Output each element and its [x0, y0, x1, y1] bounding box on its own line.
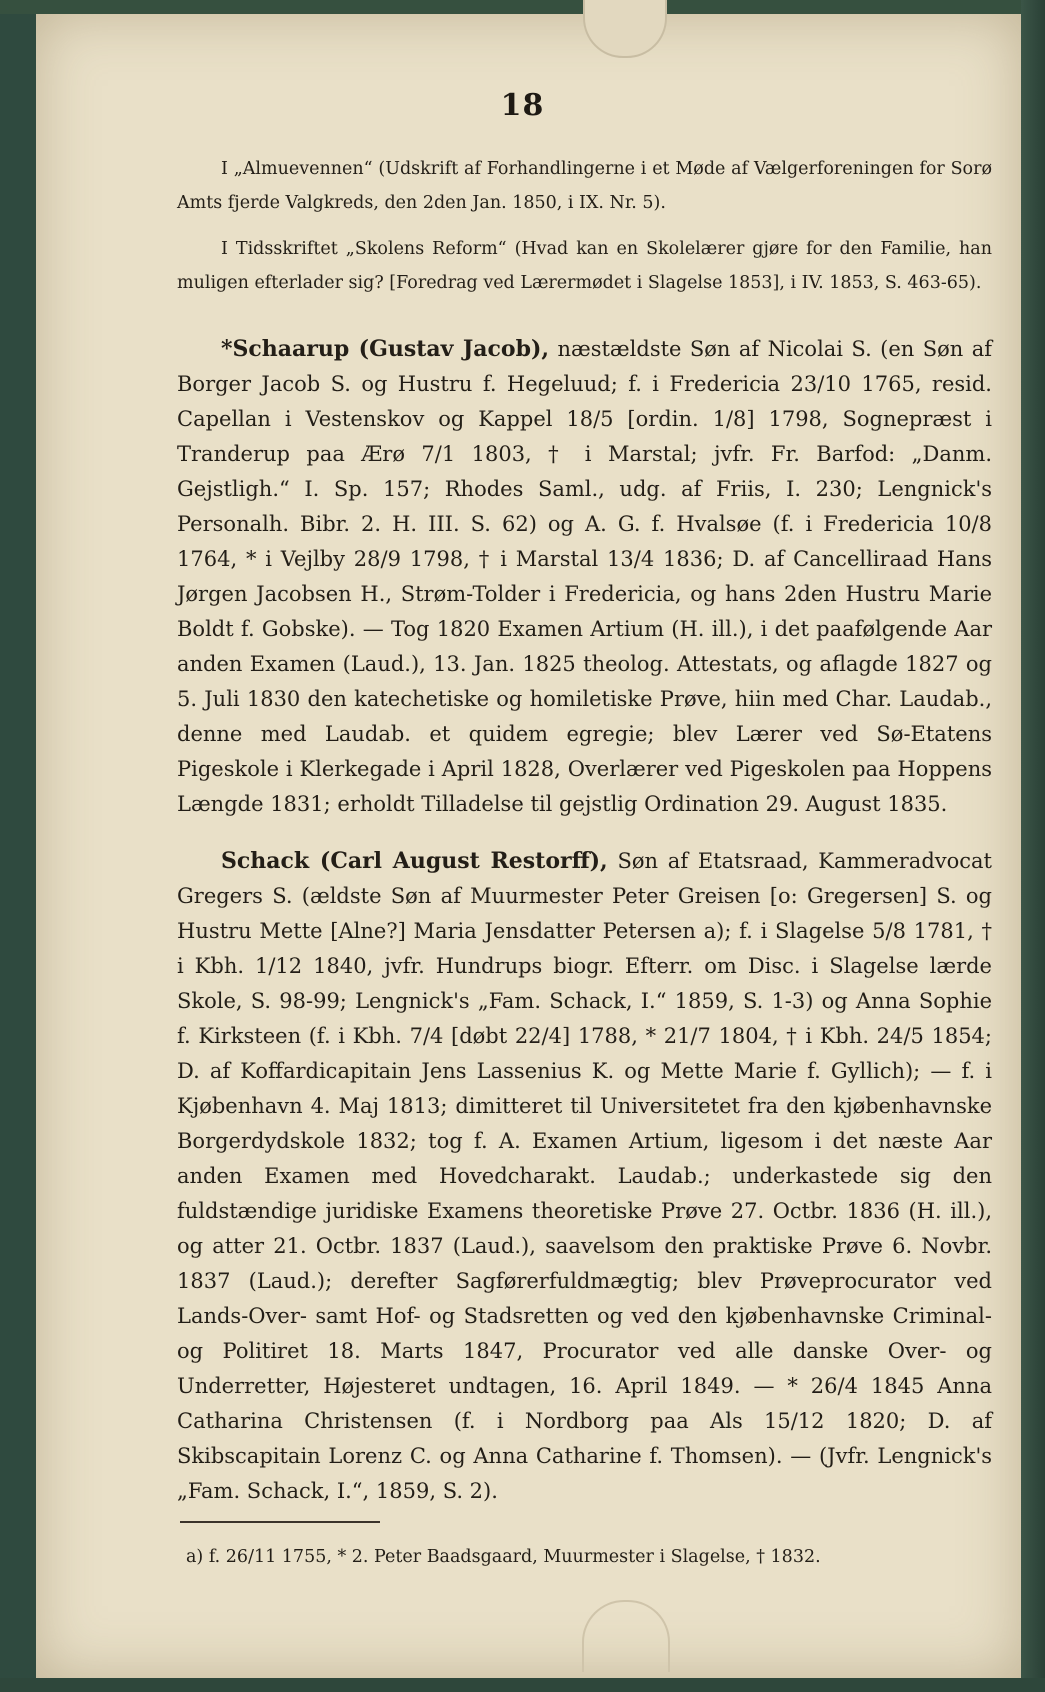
clip-mark-bottom — [582, 1600, 670, 1672]
book-edge-right — [1021, 0, 1045, 1692]
entry-schack — [177, 844, 992, 1509]
book-edge-bottom — [0, 1678, 1045, 1692]
entry-schack-heading: Schack (Carl August Restorff), — [221, 848, 608, 874]
footnote-a: a) f. 26/11 1755, * 2. Peter Baadsgaard, Muurmester i Slagelse, † 1832. — [186, 1547, 821, 1567]
entry-schaarup — [177, 332, 992, 822]
entry-schaarup-heading: *Schaarup (Gustav Jacob), — [221, 336, 550, 362]
entry-schaarup-body: næstældste Søn af Nicolai S. (en Søn af Borger Jacob S. og Hustru f. Hegeluud; f. i Fredericia 23/10 1765, resid. Capellan i Vestenskov og Kappel 18/5 [ordin. 1/8] 1798, Sognepræst i Tranderup paa Ærø 7/1 1803, † i Marstal; jvfr. Fr. Barfod: „Danm. Gejstligh.“ I. Sp. 157; Rhodes Saml., udg. af Friis, I. 230; Lengnick's Personalh. Bibr. 2. H. III. S. 62) og A. G. f. Hvalsøe (f. i Fredericia 10/8 1764, * i Vejlby 28/9 1798, † i Marstal 13/4 1836; D. af Cancelliraad Hans Jørgen Jacobsen H., Strøm-Tolder i Fredericia, og hans 2den Hustru Marie Boldt f. Gobske). — Tog 1820 Examen Artium (H. ill.), i det paafølgende Aar anden Examen (Laud.), 13. Jan. 1825 theolog. Attestats, og aflagde 1827 og 5. Juli 1830 den katechetiske og homiletiske Prøve, hiin med Char. Laudab., denne med Laudab. et quidem egregie; blev Lærer ved Sø-Etatens Pigeskole i Klerkegade i April 1828, Overlærer ved Pigeskolen paa Hoppens Længde 1831; erholdt Tilladelse til gejstlig Ordination 29. August 1835. — [177, 337, 992, 816]
book-edge-top — [0, 0, 1045, 14]
page-number: 18 — [500, 88, 545, 123]
entry-schack-body: Søn af Etatsraad, Kammeradvocat Gregers S. (ældste Søn af Muurmester Peter Greisen [o: Gregersen] S. og Hustru Mette [Alne?] Maria Jensdatter Petersen a); f. i Slagelse 5/8 1781, † i Kbh. 1/12 1840, jvfr. Hundrups biogr. Efterr. om Disc. i Slagelse lærde Skole, S. 98-99; Lengnick's „Fam. Schack, I.“ 1859, S. 1-3) og Anna Sophie f. Kirksteen (f. i Kbh. 7/4 [døbt 22/4] 1788, * 21/7 1804, † i Kbh. 24/5 1854; D. af Koffardicapitain Jens Lassenius K. og Mette Marie f. Gyllich); — f. i Kjøbenhavn 4. Maj 1813; dimitteret til Universitetet fra den kjøbenhavnske Borgerdydskole 1832; tog f. A. Examen Artium, ligesom i det næste Aar anden Examen med Hovedcharakt. Laudab.; underkastede sig den fuldstændige juridiske Examens theoretiske Prøve 27. Octbr. 1836 (H. ill.), og atter 21. Octbr. 1837 (Laud.), saavelsom den praktiske Prøve 6. Novbr. 1837 (Laud.); derefter Sagførerfuldmægtig; blev Prøveprocurator ved Lands-Over- samt Hof- og Stadsretten og ved den kjøbenhavnske Criminal- og Politiret 18. Marts 1847, Procurator ved alle danske Over- og Underretter, Højesteret undtagen, 16. April 1849. — * 26/4 1845 Anna Catharina Christensen (f. i Nordborg paa Als 15/12 1820; D. af Skibscapitain Lorenz C. og Anna Catharine f. Thomsen). — (Jvfr. Lengnick's „Fam. Schack, I.“, 1859, S. 2). — [177, 849, 992, 1503]
paragraph-skolens-reform: I Tidsskriftet „Skolens Reform“ (Hvad kan en Skolelærer gjøre for den Familie, han muligen efterlader sig? [Foredrag ved Lærermødet i Slagelse 1853], i IV. 1853, S. 463-65). — [177, 239, 992, 293]
footnote-divider — [180, 1521, 380, 1523]
paragraph-almuevennen: I „Almuevennen“ (Udskrift af Forhandlingerne i et Møde af Vælgerforeningen for Sorø Amts fjerde Valgkreds, den 2den Jan. 1850, i IX. Nr. 5). — [177, 159, 992, 213]
